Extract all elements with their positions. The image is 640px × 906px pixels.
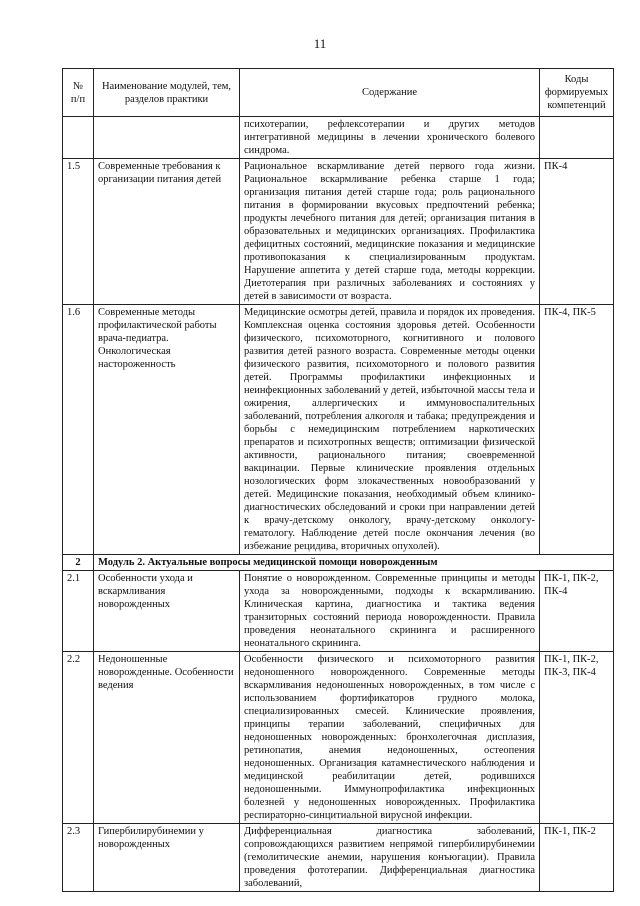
row-content: Понятие о новорожденном. Современные принципы и методы ухода за новорожденными, подходы к вскармливанию. Клиническая картина, диагностика и тактика ведения транзиторных состояний периода новорожденности. Правила проведения неонатального скрининга и расширенного неонатального скрининга. bbox=[240, 571, 540, 652]
row-content: Медицинские осмотры детей, правила и порядок их проведения. Комплексная оценка состояния здоровья детей. Особенности физического, психомоторного, когнитивного и полового развития детей разного возраста. Современные методы оценки физического развития, психомоторного и полового развития детей. Программы профилактики инфекционных и неинфекционных заболеваний у детей, избыточной массы тела и ожирения, аллергических и иммуновоспалительных заболеваний, потребления алкоголя и табака; предупреждения и борьбы с немедицинским потреблением наркотических препаратов и психотропных веществ; оптимизации физической активности, рационального питания; своевременной вакцинации. Первые клинические проявления отдельных нозологических форм злокачественных новообразований у детей. Медицинские показания, необходимый объем клинико-диагностических обследований и сроки при направлении детей к врачу-детскому онкологу, врачу-детскому онкологу-гематологу. Наблюдение детей после окончания лечения (во избежание рецидива, вторичных опухолей). bbox=[240, 305, 540, 555]
header-module: Наименование модулей, тем, разделов практики bbox=[94, 69, 240, 117]
row-name bbox=[94, 117, 240, 159]
header-codes: Коды формируемых компетенций bbox=[540, 69, 614, 117]
row-codes bbox=[540, 117, 614, 159]
row-name: Современные методы профилактической работы врача-педиатра. Онкологическая настороженность bbox=[94, 305, 240, 555]
row-codes: ПК-1, ПК-2, ПК-4 bbox=[540, 571, 614, 652]
table-header-row bbox=[63, 69, 614, 117]
row-codes: ПК-1, ПК-2 bbox=[540, 824, 614, 892]
row-num bbox=[63, 117, 94, 159]
row-num: 1.5 bbox=[63, 159, 94, 305]
curriculum-table bbox=[62, 68, 614, 892]
row-name: Современные требования к организации питания детей bbox=[94, 159, 240, 305]
table-row bbox=[63, 571, 614, 652]
table-row bbox=[63, 305, 614, 555]
header-content: Содержание bbox=[240, 69, 540, 117]
table-row bbox=[63, 159, 614, 305]
row-num: 2.1 bbox=[63, 571, 94, 652]
module-row bbox=[63, 555, 614, 571]
module-title: Модуль 2. Актуальные вопросы медицинской помощи новорожденным bbox=[94, 555, 614, 571]
row-codes: ПК-1, ПК-2, ПК-3, ПК-4 bbox=[540, 652, 614, 824]
header-num: № п/п bbox=[63, 69, 94, 117]
table-row bbox=[63, 117, 614, 159]
row-num: 2.2 bbox=[63, 652, 94, 824]
row-content: психотерапии, рефлексотерапии и других методов интегративной медицины в лечении хронического болевого синдрома. bbox=[240, 117, 540, 159]
row-content: Рациональное вскармливание детей первого года жизни. Рациональное вскармливание ребенка старше 1 года; организация питания детей старше года; роль рационального питания в формировании вкусовых предпочтений ребенка; продукты лечебного питания для детей; организация питания в образовательных и медицинских организациях. Профилактика дефицитных состояний, медицинские показания и медицинские противопоказания к специализированным продуктам. Нарушение аппетита у детей старше года, методы коррекции. Диетотерапия при различных заболеваниях и состояниях у детей в зависимости от возраста. bbox=[240, 159, 540, 305]
module-num: 2 bbox=[63, 555, 94, 571]
row-codes: ПК-4 bbox=[540, 159, 614, 305]
row-content: Особенности физического и психомоторного развития недоношенного новорожденного. Современные методы вскармливания недоношенных новорожденных, в том числе с использованием фортификаторов грудного молока, специализированных смесей. Клинические проявления, принципы терапии заболеваний, специфичных для недоношенных новорожденных: бронхолегочная дисплазия, ретинопатия, анемия недоношенных, остеопения недоношенных. Организация катамнестического наблюдения и медицинской реабилитации детей, родившихся недоношенными. Иммунопрофилактика инфекционных болезней у недоношенных новорожденных. Профилактика респираторно-синцитиальной вирусной инфекции. bbox=[240, 652, 540, 824]
row-name: Недоношенные новорожденные. Особенности ведения bbox=[94, 652, 240, 824]
row-name: Гипербилирубинемии у новорожденных bbox=[94, 824, 240, 892]
table-row bbox=[63, 652, 614, 824]
table-row bbox=[63, 824, 614, 892]
page-number: 11 bbox=[313, 36, 327, 51]
row-name: Особенности ухода и вскармливания новорожденных bbox=[94, 571, 240, 652]
row-num: 2.3 bbox=[63, 824, 94, 892]
row-codes: ПК-4, ПК-5 bbox=[540, 305, 614, 555]
row-num: 1.6 bbox=[63, 305, 94, 555]
row-content: Дифференциальная диагностика заболеваний, сопровождающихся развитием непрямой гипербилирубинемии (гемолитические анемии, нарушения конъюгации). Правила проведения фототерапии. Дифференциальная диагностика заболеваний, bbox=[240, 824, 540, 892]
